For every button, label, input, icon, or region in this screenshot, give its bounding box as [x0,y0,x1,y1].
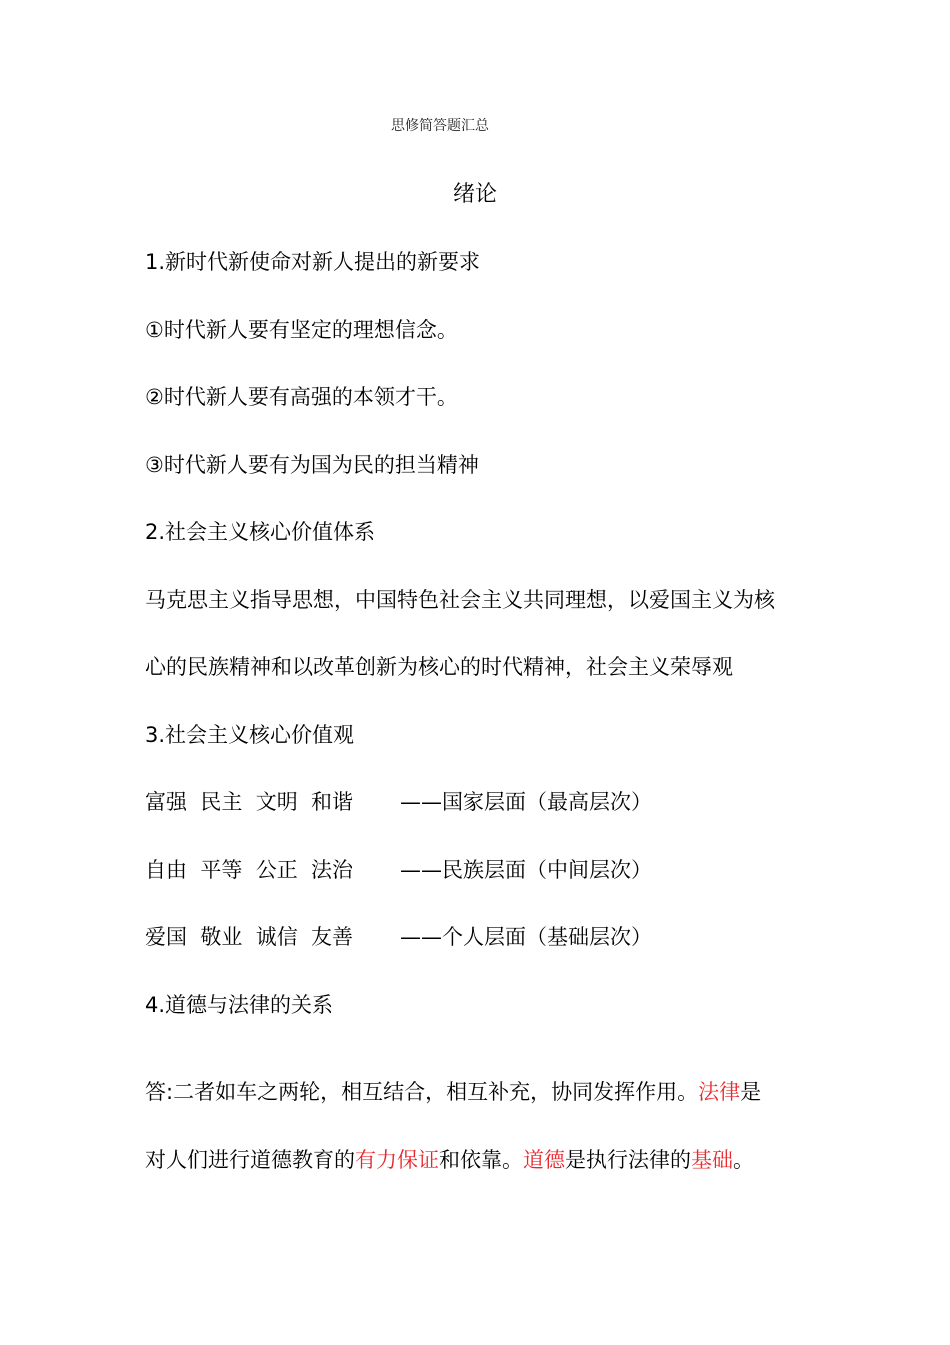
values-list: 富强 民主 文明 和谐 [145,790,354,814]
highlight-foundation: 基础 [691,1148,733,1172]
question-4-title: 4.道德与法律的关系 [145,993,334,1017]
question-2-text-line-1: 马克思主义指导思想，中国特色社会主义共同理想，以爱国主义为核 [145,588,775,612]
values-row-personal [145,922,652,952]
answer-text: 是执行法律的 [565,1148,691,1172]
question-4-answer-line-2 [145,1145,754,1175]
question-1-item-3: ③时代新人要有为国为民的担当精神 [145,453,479,477]
highlight-law: 法律 [698,1080,741,1104]
document-header: 思修简答题汇总 [391,118,489,134]
answer-text: 和依靠。 [439,1148,523,1172]
values-level: ——个人层面（基础层次） [400,925,652,949]
chapter-title: 绪论 [452,182,497,207]
question-3-title: 3.社会主义核心价值观 [145,723,355,747]
highlight-strong-guarantee: 有力保证 [355,1148,439,1172]
values-row-social [145,855,652,885]
question-4-answer-line-1 [145,1077,761,1107]
question-2-title: 2.社会主义核心价值体系 [145,520,376,544]
highlight-morality: 道德 [523,1148,565,1172]
question-1-item-1: ①时代新人要有坚定的理想信念。 [145,318,458,342]
answer-text: 答:二者如车之两轮，相互结合，相互补充，协同发挥作用。 [145,1080,699,1104]
values-list: 自由 平等 公正 法治 [145,858,354,882]
question-1-title: 1.新时代新使命对新人提出的新要求 [145,250,481,274]
values-level: ——民族层面（中间层次） [400,858,652,882]
values-list: 爱国 敬业 诚信 友善 [145,925,354,949]
question-2-text-line-2: 心的民族精神和以改革创新为核心的时代精神，社会主义荣辱观 [145,655,733,679]
values-level: ——国家层面（最高层次） [400,790,652,814]
values-row-national [145,787,652,817]
answer-text: 对人们进行道德教育的 [145,1148,355,1172]
answer-text: 。 [733,1148,754,1172]
answer-text: 是 [740,1080,762,1104]
question-1-item-2: ②时代新人要有高强的本领才干。 [145,385,458,409]
